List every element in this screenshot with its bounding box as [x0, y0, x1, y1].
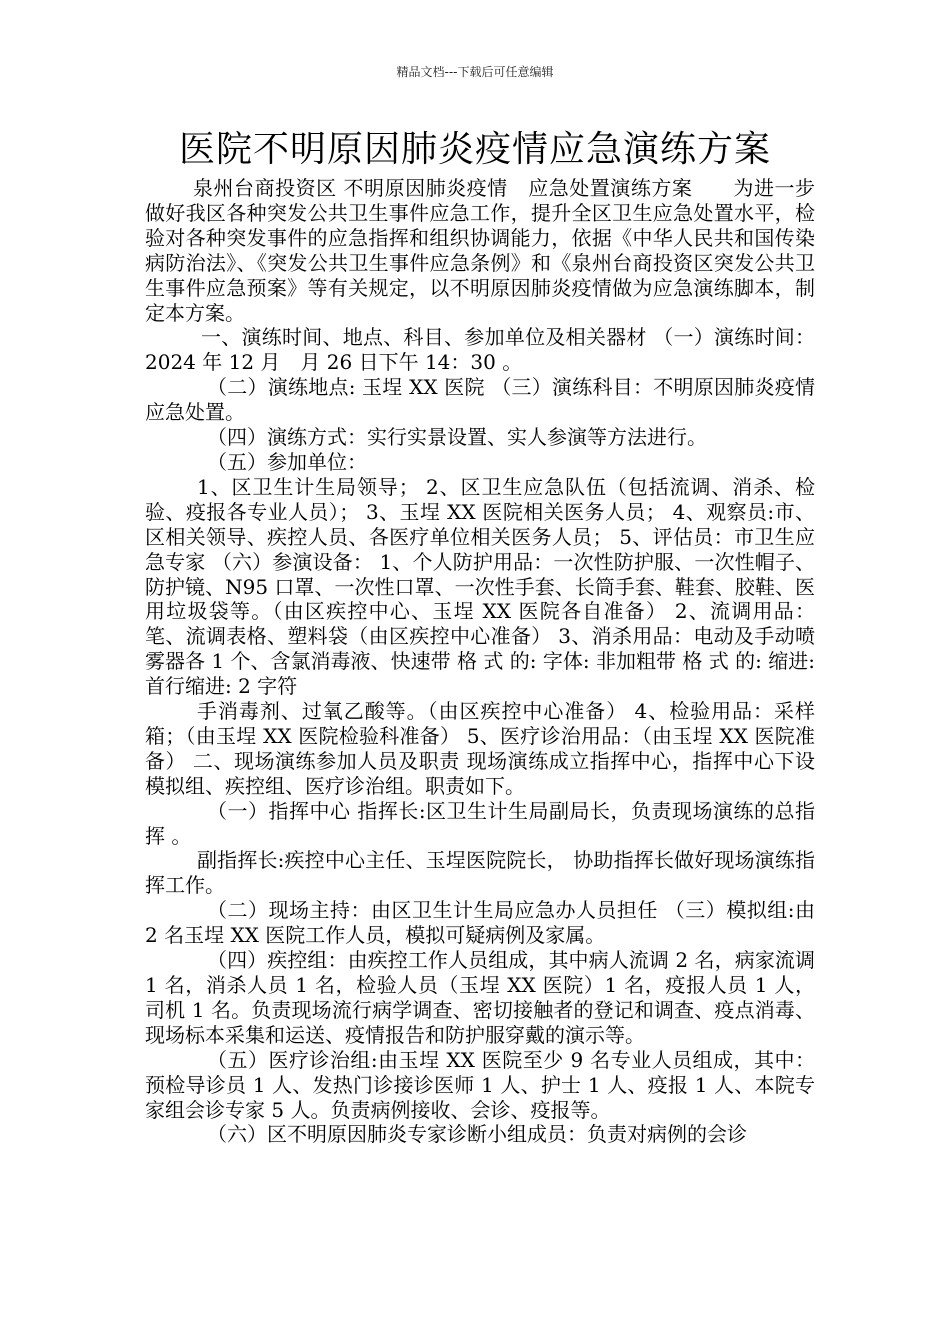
document-body — [145, 176, 815, 1147]
paragraph-supplies: 手消毒剂、过氧乙酸等。（由区疾控中心准备） 4、检验用品：采样箱；（由玉埕 XX 医院检验科准备） 5、医疗诊治用品：（由玉埕 XX 医院准备） 二、现场演练参加人员及职责 现场演练成立指挥中心，指挥中心下设模拟组、疾控组、医疗诊治组。职责如下。 — [145, 699, 815, 798]
paragraph-location-subject: （二）演练地点: 玉埕 XX 医院 （三）演练科目：不明原因肺炎疫情应急处置。 — [145, 375, 815, 425]
paragraph-command-center: （一）指挥中心 指挥长:区卫生计生局副局长，负责现场演练的总指挥 。 — [145, 798, 815, 848]
paragraph-host-simulation: （二）现场主持：由区卫生计生局应急办人员担任 （三）模拟组:由 2 名玉埕 XX 医院工作人员，模拟可疑病例及家属。 — [145, 898, 815, 948]
document-title: 医院不明原因肺炎疫情应急演练方案 — [178, 129, 771, 170]
header-note: 精品文档---下载后可任意编辑 — [396, 65, 554, 79]
paragraph-method: （四）演练方式：实行实景设置、实人参演等方法进行。 — [207, 425, 707, 450]
paragraph-expert-group: （六）区不明原因肺炎专家诊断小组成员：负责对病例的会诊 — [207, 1122, 747, 1147]
paragraph-deputy-commander: 副指挥长:疾控中心主任、玉埕医院院长， 协助指挥长做好现场演练指挥工作。 — [145, 848, 815, 898]
paragraph-cdc-group: （四）疾控组：由疾控工作人员组成，其中病人流调 2 名，病家流调 1 名，消杀人员 1 名，检验人员（玉埕 XX 医院）1 名，疫报人员 1 人，司机 1 名。负责现场流行病学调查、密切接触者的登记和调查、疫点消毒、现场标本采集和运送、疫情报告和防护服穿戴的演示等。 — [145, 948, 815, 1047]
paragraph-intro: 泉州台商投资区 不明原因肺炎疫情 应急处置演练方案 为进一步做好我区各种突发公共卫生事件应急工作，提升全区卫生应急处置水平，检验对各种突发事件的应急指挥和组织协调能力，依据《中华人民共和国传染病防治法》、《突发公共卫生事件应急条例》和《泉州台商投资区突发公共卫生事件应急预案》等有关规定，以不明原因肺炎疫情做为应急演练脚本，制定本方案。 — [145, 176, 815, 325]
paragraph-units-list: 1、区卫生计生局领导； 2、区卫生应急队伍（包括流调、消杀、检验、疫报各专业人员）； 3、玉埕 XX 医院相关医务人员； 4、观察员:市、区相关领导、疾控人员、各医疗单位相关医务人员； 5、评估员：市卫生应急专家 （六）参演设备： 1、个人防护用品：一次性防护服、一次性帽子、防护镜、N95 口罩、一次性口罩、一次性手套、长筒手套、鞋套、胶鞋、医用垃圾袋等。（由区疾控中心、玉埕 XX 医院各自准备） 2、流调用品：笔、流调表格、塑料袋（由区疾控中心准备） 3、消杀用品：电动及手动喷雾器各 1 个、含氯消毒液、快速带 格 式 的: 字体: 非加粗带 格 式 的: 缩进: 首行缩进: 2 字符 — [145, 474, 815, 699]
paragraph-section-1: 一、演练时间、地点、科目、参加单位及相关器材 （一）演练时间：2024 年 12 月 月 26 日下午 14：30 。 — [145, 325, 815, 375]
paragraph-units-heading: （五）参加单位： — [207, 449, 367, 474]
paragraph-medical-group: （五）医疗诊治组:由玉埕 XX 医院至少 9 名专业人员组成，其中：预检导诊员 1 人、发热门诊接诊医师 1 人、护士 1 人、疫报 1 人、本院专家组会诊专家 5 人。负责病例接收、会诊、疫报等。 — [145, 1047, 815, 1122]
